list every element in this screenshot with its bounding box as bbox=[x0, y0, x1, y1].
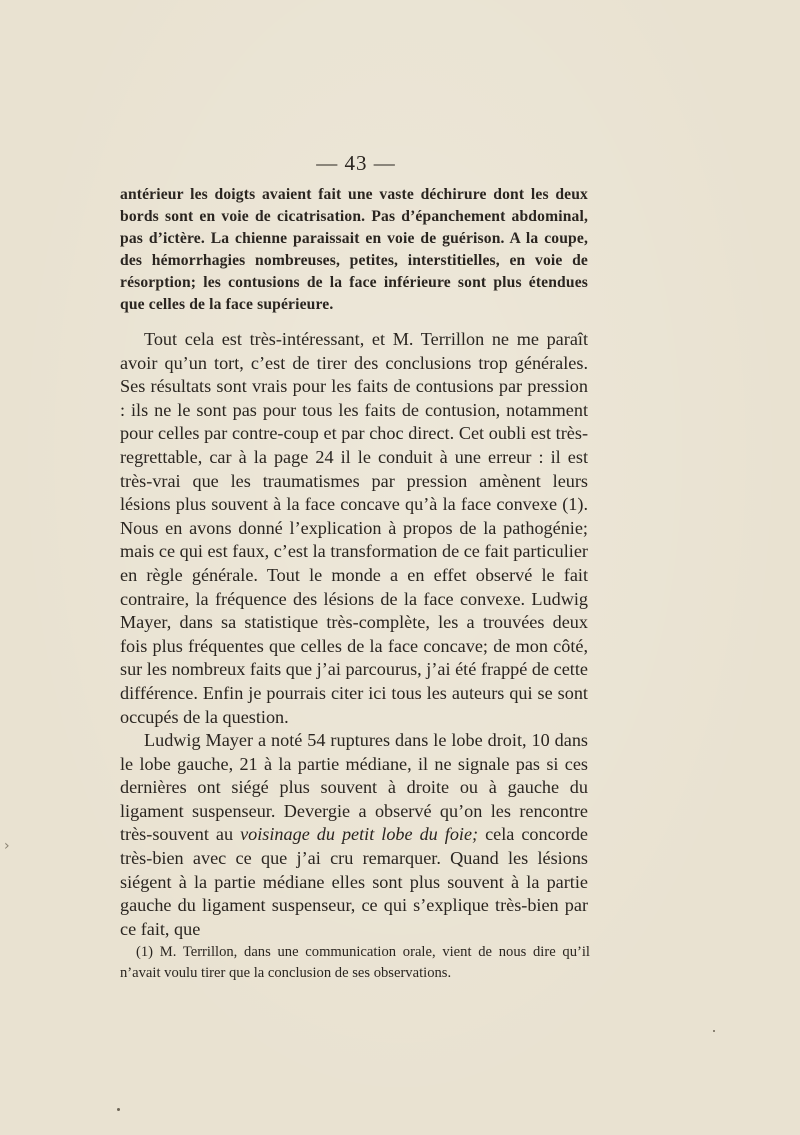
body-paragraph-2-end: cela concorde très-bien avec ce que j’ai cru remarquer. Quand les lésions siégent à la partie médiane elles sont plus souvent à la partie gauche du ligament suspenseur, ce qui s’explique très-bien par ce fait, que bbox=[120, 824, 589, 939]
paper-speck bbox=[117, 1108, 120, 1111]
page-number: — 43 — bbox=[316, 151, 396, 175]
paper-speck bbox=[713, 1030, 715, 1032]
body-paragraph-1: Tout cela est très-intéressant, et M. Terrillon ne me paraît avoir qu’un tort, c’est de tirer des conclusions trop générales. Ses résultats sont vrais pour les faits de contusions par pression : ils ne le sont pas pour tous les faits de contusion, notamment pour celles par contre-coup et par choc direct. Cet oubli est très-regrettable, car à la page 24 il le conduit à une erreur : il est très-vrai que les traumatismes par pression amènent leurs lésions plus souvent à la face concave qu’à la face convexe (1). Nous en avons donné l’explication à propos de la pathogénie; mais ce qui est faux, c’est la transformation de ce fait particulier en règle générale. Tout le monde a en effet observé le fait contraire, la fréquence des lésions de la face convexe. Ludwig Mayer, dans sa statistique très-complète, les a trouvées deux fois plus fréquentes que celles de la face concave; de mon côté, sur les nombreux faits que j’ai parcourus, j’ai été frappé de cette différence. Enfin je pourrais citer ici tous les auteurs qui se sont occupés de la question. bbox=[120, 329, 588, 727]
body-paragraph-2-start: Ludwig Mayer a noté 54 ruptures dans le lobe droit, 10 dans le lobe gauche, 21 à la partie médiane, il ne signale pas si ces dernières ont siégé plus souvent à droite ou à gauche du ligament suspenseur. Devergie a observé qu’on les rencontre très-souvent au bbox=[120, 730, 588, 845]
margin-mark: › bbox=[4, 838, 10, 854]
case-report-block bbox=[120, 184, 588, 316]
footnote-text: (1) M. Terrillon, dans une communication orale, vient de nous dire qu’il n’avait voulu tirer que la conclusion de ses observations. bbox=[120, 944, 590, 981]
footnote bbox=[120, 942, 590, 984]
italic-phrase: voisinage du petit lobe du foie; bbox=[240, 824, 479, 845]
body-paragraph-2 bbox=[120, 729, 588, 941]
main-text bbox=[120, 328, 588, 941]
case-report-paragraph: antérieur les doigts avaient fait une vaste déchirure dont les deux bords sont en voie de cicatrisation. Pas d’épanchement abdominal, pas d’ictère. La chienne paraissait en voie de guérison. A la coupe, des hémorrhagies nombreuses, petites, interstitielles, en voie de résorption; les contusions de la face inférieure sont plus étendues que celles de la face supérieure. bbox=[120, 186, 588, 313]
